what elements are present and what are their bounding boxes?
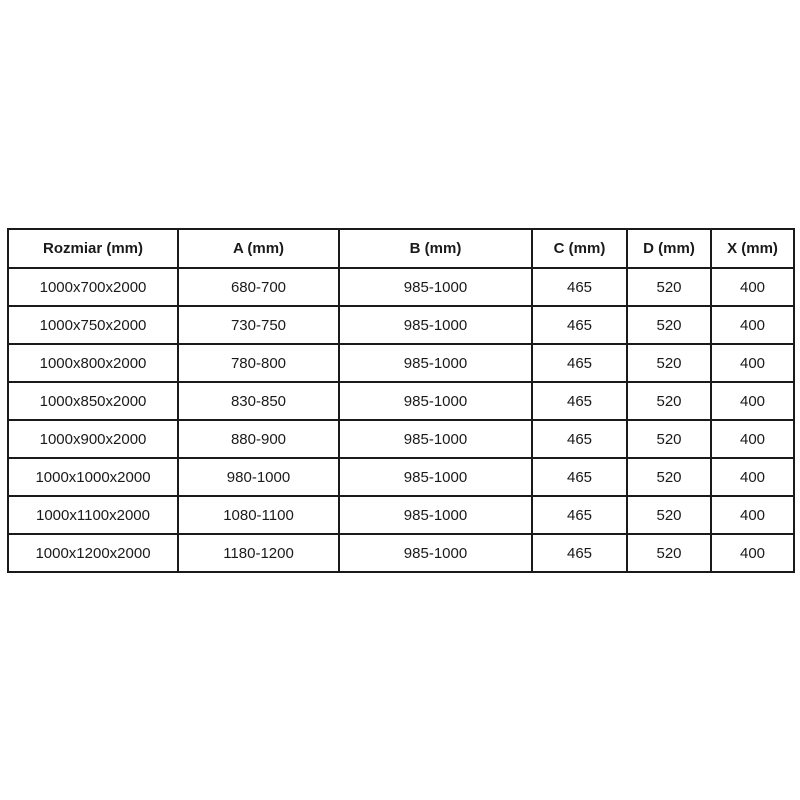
cell-b: 985-1000 [339,382,532,420]
cell-x: 400 [711,458,794,496]
column-header-rozmiar: Rozmiar (mm) [8,229,178,268]
cell-c: 465 [532,458,627,496]
column-header-c: C (mm) [532,229,627,268]
cell-a: 880-900 [178,420,339,458]
cell-d: 520 [627,458,711,496]
cell-b: 985-1000 [339,344,532,382]
cell-a: 980-1000 [178,458,339,496]
column-header-b: B (mm) [339,229,532,268]
cell-x: 400 [711,382,794,420]
cell-c: 465 [532,344,627,382]
table-row [8,344,794,382]
cell-rozmiar: 1000x850x2000 [8,382,178,420]
cell-a: 780-800 [178,344,339,382]
cell-rozmiar: 1000x800x2000 [8,344,178,382]
cell-rozmiar: 1000x900x2000 [8,420,178,458]
cell-a: 680-700 [178,268,339,306]
table-row [8,496,794,534]
cell-d: 520 [627,496,711,534]
cell-x: 400 [711,344,794,382]
cell-b: 985-1000 [339,458,532,496]
table-row [8,268,794,306]
cell-c: 465 [532,382,627,420]
table-row [8,382,794,420]
cell-rozmiar: 1000x750x2000 [8,306,178,344]
table-row [8,306,794,344]
cell-rozmiar: 1000x1200x2000 [8,534,178,572]
cell-b: 985-1000 [339,306,532,344]
cell-b: 985-1000 [339,534,532,572]
column-header-a: A (mm) [178,229,339,268]
table-row [8,420,794,458]
cell-d: 520 [627,382,711,420]
cell-b: 985-1000 [339,420,532,458]
column-header-x: X (mm) [711,229,794,268]
cell-x: 400 [711,496,794,534]
table-row [8,534,794,572]
column-header-d: D (mm) [627,229,711,268]
table-row [8,458,794,496]
cell-c: 465 [532,268,627,306]
cell-a: 1180-1200 [178,534,339,572]
cell-rozmiar: 1000x1000x2000 [8,458,178,496]
dimensions-table [7,228,795,573]
cell-d: 520 [627,268,711,306]
cell-a: 730-750 [178,306,339,344]
cell-x: 400 [711,306,794,344]
table-header-row [8,229,794,268]
cell-rozmiar: 1000x700x2000 [8,268,178,306]
cell-rozmiar: 1000x1100x2000 [8,496,178,534]
cell-c: 465 [532,496,627,534]
cell-x: 400 [711,534,794,572]
cell-d: 520 [627,344,711,382]
cell-x: 400 [711,420,794,458]
cell-c: 465 [532,534,627,572]
cell-d: 520 [627,420,711,458]
cell-d: 520 [627,534,711,572]
cell-c: 465 [532,306,627,344]
cell-c: 465 [532,420,627,458]
cell-a: 1080-1100 [178,496,339,534]
cell-d: 520 [627,306,711,344]
cell-x: 400 [711,268,794,306]
cell-a: 830-850 [178,382,339,420]
cell-b: 985-1000 [339,496,532,534]
cell-b: 985-1000 [339,268,532,306]
